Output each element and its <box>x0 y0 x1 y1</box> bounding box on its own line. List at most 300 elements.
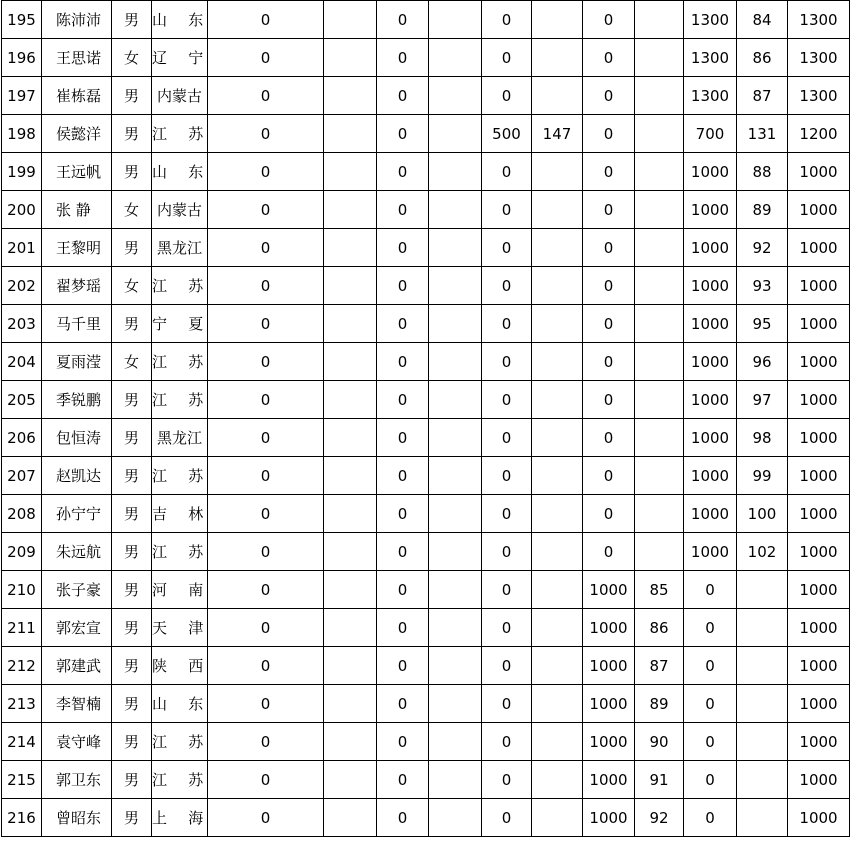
cell-col10 <box>532 571 583 609</box>
cell-name: 赵凯达 <box>42 457 112 495</box>
cell-name: 王思诺 <box>42 39 112 77</box>
cell-col10 <box>532 647 583 685</box>
cell-col11: 0 <box>583 153 635 191</box>
cell-col10 <box>532 343 583 381</box>
cell-col10 <box>532 191 583 229</box>
cell-total: 1000 <box>788 267 850 305</box>
cell-rank: 205 <box>2 381 42 419</box>
cell-col12: 86 <box>635 609 684 647</box>
cell-province: 内蒙古 <box>152 77 208 115</box>
cell-col12 <box>635 229 684 267</box>
cell-col8 <box>429 115 482 153</box>
cell-total: 1000 <box>788 229 850 267</box>
cell-col13: 1000 <box>684 305 737 343</box>
cell-col14 <box>737 647 788 685</box>
cell-province: 山 东 <box>152 153 208 191</box>
cell-col7: 0 <box>377 381 429 419</box>
cell-col5: 0 <box>208 267 324 305</box>
cell-col5: 0 <box>208 115 324 153</box>
cell-col12 <box>635 457 684 495</box>
cell-province: 山 东 <box>152 1 208 39</box>
cell-total: 1300 <box>788 39 850 77</box>
cell-col11: 1000 <box>583 571 635 609</box>
cell-col8 <box>429 495 482 533</box>
cell-rank: 215 <box>2 761 42 799</box>
cell-total: 1000 <box>788 343 850 381</box>
cell-col8 <box>429 343 482 381</box>
cell-total: 1000 <box>788 761 850 799</box>
cell-rank: 211 <box>2 609 42 647</box>
cell-col12 <box>635 115 684 153</box>
cell-gender: 男 <box>112 77 152 115</box>
cell-col10 <box>532 77 583 115</box>
cell-province: 江 苏 <box>152 115 208 153</box>
cell-col9: 0 <box>482 457 532 495</box>
cell-rank: 202 <box>2 267 42 305</box>
cell-col7: 0 <box>377 533 429 571</box>
table-row <box>2 799 850 837</box>
cell-col11: 0 <box>583 267 635 305</box>
cell-gender: 女 <box>112 39 152 77</box>
cell-total: 1000 <box>788 723 850 761</box>
cell-col10 <box>532 39 583 77</box>
cell-col7: 0 <box>377 419 429 457</box>
cell-col5: 0 <box>208 191 324 229</box>
cell-col9: 0 <box>482 1 532 39</box>
cell-province: 山 东 <box>152 685 208 723</box>
cell-col11: 1000 <box>583 723 635 761</box>
ranking-table <box>1 0 850 837</box>
cell-name: 王黎明 <box>42 229 112 267</box>
cell-col8 <box>429 723 482 761</box>
cell-col10 <box>532 1 583 39</box>
cell-col5: 0 <box>208 1 324 39</box>
cell-col8 <box>429 229 482 267</box>
cell-col6 <box>324 419 377 457</box>
cell-total: 1000 <box>788 153 850 191</box>
cell-col5: 0 <box>208 39 324 77</box>
cell-col11: 0 <box>583 305 635 343</box>
cell-col8 <box>429 761 482 799</box>
cell-col5: 0 <box>208 229 324 267</box>
cell-name: 侯懿洋 <box>42 115 112 153</box>
cell-col8 <box>429 267 482 305</box>
cell-col5: 0 <box>208 571 324 609</box>
cell-rank: 199 <box>2 153 42 191</box>
table-row <box>2 305 850 343</box>
cell-col6 <box>324 77 377 115</box>
cell-rank: 195 <box>2 1 42 39</box>
cell-rank: 210 <box>2 571 42 609</box>
cell-name: 崔栋磊 <box>42 77 112 115</box>
cell-col12 <box>635 419 684 457</box>
cell-col6 <box>324 533 377 571</box>
cell-col10 <box>532 457 583 495</box>
cell-col11: 0 <box>583 419 635 457</box>
cell-col14: 89 <box>737 191 788 229</box>
cell-name: 张子豪 <box>42 571 112 609</box>
cell-province: 江 苏 <box>152 457 208 495</box>
cell-col13: 700 <box>684 115 737 153</box>
cell-col7: 0 <box>377 571 429 609</box>
cell-col12 <box>635 153 684 191</box>
cell-col14: 96 <box>737 343 788 381</box>
cell-rank: 204 <box>2 343 42 381</box>
cell-col14: 86 <box>737 39 788 77</box>
cell-col12 <box>635 77 684 115</box>
cell-col8 <box>429 609 482 647</box>
cell-col10 <box>532 381 583 419</box>
cell-gender: 男 <box>112 571 152 609</box>
cell-gender: 女 <box>112 267 152 305</box>
cell-province: 天 津 <box>152 609 208 647</box>
cell-total: 1000 <box>788 305 850 343</box>
cell-col8 <box>429 571 482 609</box>
cell-col11: 0 <box>583 343 635 381</box>
cell-col6 <box>324 229 377 267</box>
table-row <box>2 533 850 571</box>
cell-col9: 0 <box>482 153 532 191</box>
cell-col11: 1000 <box>583 761 635 799</box>
cell-col12 <box>635 267 684 305</box>
cell-col6 <box>324 647 377 685</box>
cell-rank: 214 <box>2 723 42 761</box>
cell-col11: 1000 <box>583 609 635 647</box>
cell-col14: 92 <box>737 229 788 267</box>
cell-col7: 0 <box>377 495 429 533</box>
cell-rank: 203 <box>2 305 42 343</box>
cell-province: 吉 林 <box>152 495 208 533</box>
table-row <box>2 647 850 685</box>
cell-col14 <box>737 685 788 723</box>
cell-col13: 0 <box>684 571 737 609</box>
cell-rank: 209 <box>2 533 42 571</box>
cell-col12 <box>635 381 684 419</box>
cell-col5: 0 <box>208 153 324 191</box>
cell-total: 1000 <box>788 609 850 647</box>
cell-col8 <box>429 381 482 419</box>
cell-rank: 207 <box>2 457 42 495</box>
cell-col13: 0 <box>684 799 737 837</box>
cell-col14: 84 <box>737 1 788 39</box>
table-row <box>2 191 850 229</box>
cell-col14: 87 <box>737 77 788 115</box>
cell-name: 季锐鹏 <box>42 381 112 419</box>
cell-col6 <box>324 685 377 723</box>
cell-col7: 0 <box>377 647 429 685</box>
cell-province: 河 南 <box>152 571 208 609</box>
cell-col7: 0 <box>377 39 429 77</box>
cell-col13: 0 <box>684 761 737 799</box>
cell-col12: 87 <box>635 647 684 685</box>
cell-col11: 0 <box>583 381 635 419</box>
cell-col7: 0 <box>377 685 429 723</box>
cell-col13: 1000 <box>684 533 737 571</box>
cell-total: 1000 <box>788 495 850 533</box>
cell-name: 夏雨滢 <box>42 343 112 381</box>
table-row <box>2 381 850 419</box>
cell-col9: 0 <box>482 419 532 457</box>
cell-col11: 0 <box>583 39 635 77</box>
cell-col13: 1300 <box>684 39 737 77</box>
cell-col5: 0 <box>208 533 324 571</box>
cell-col5: 0 <box>208 305 324 343</box>
cell-col8 <box>429 1 482 39</box>
cell-col13: 1000 <box>684 153 737 191</box>
cell-col12 <box>635 343 684 381</box>
cell-col6 <box>324 723 377 761</box>
cell-col12 <box>635 533 684 571</box>
cell-col9: 0 <box>482 647 532 685</box>
table-row <box>2 457 850 495</box>
cell-name: 朱远航 <box>42 533 112 571</box>
cell-col10 <box>532 229 583 267</box>
cell-col9: 0 <box>482 533 532 571</box>
cell-col6 <box>324 609 377 647</box>
table-row <box>2 685 850 723</box>
cell-col5: 0 <box>208 77 324 115</box>
cell-col14: 99 <box>737 457 788 495</box>
cell-col8 <box>429 457 482 495</box>
cell-total: 1000 <box>788 647 850 685</box>
cell-col9: 0 <box>482 267 532 305</box>
table-body <box>2 1 850 837</box>
cell-col5: 0 <box>208 799 324 837</box>
cell-gender: 男 <box>112 647 152 685</box>
cell-col7: 0 <box>377 305 429 343</box>
cell-col10 <box>532 267 583 305</box>
cell-col14: 102 <box>737 533 788 571</box>
cell-province: 江 苏 <box>152 723 208 761</box>
cell-col14: 93 <box>737 267 788 305</box>
cell-name: 马千里 <box>42 305 112 343</box>
cell-col14: 88 <box>737 153 788 191</box>
cell-col10 <box>532 153 583 191</box>
cell-col7: 0 <box>377 799 429 837</box>
cell-rank: 208 <box>2 495 42 533</box>
cell-gender: 男 <box>112 533 152 571</box>
cell-name: 王远帆 <box>42 153 112 191</box>
cell-col13: 1300 <box>684 77 737 115</box>
cell-col8 <box>429 305 482 343</box>
cell-gender: 男 <box>112 799 152 837</box>
cell-col10 <box>532 609 583 647</box>
cell-col6 <box>324 571 377 609</box>
table-row <box>2 267 850 305</box>
cell-col13: 0 <box>684 685 737 723</box>
cell-col12 <box>635 305 684 343</box>
cell-gender: 女 <box>112 343 152 381</box>
cell-col8 <box>429 419 482 457</box>
cell-col7: 0 <box>377 115 429 153</box>
cell-col9: 0 <box>482 685 532 723</box>
cell-total: 1000 <box>788 685 850 723</box>
cell-col10 <box>532 533 583 571</box>
cell-col8 <box>429 685 482 723</box>
cell-col13: 0 <box>684 609 737 647</box>
cell-total: 1200 <box>788 115 850 153</box>
cell-col7: 0 <box>377 229 429 267</box>
cell-col11: 0 <box>583 191 635 229</box>
cell-name: 袁守峰 <box>42 723 112 761</box>
cell-col5: 0 <box>208 495 324 533</box>
cell-col9: 0 <box>482 343 532 381</box>
cell-total: 1300 <box>788 77 850 115</box>
cell-col6 <box>324 799 377 837</box>
cell-col6 <box>324 267 377 305</box>
cell-total: 1000 <box>788 799 850 837</box>
table-row <box>2 153 850 191</box>
cell-rank: 198 <box>2 115 42 153</box>
cell-gender: 男 <box>112 381 152 419</box>
cell-col7: 0 <box>377 723 429 761</box>
cell-col13: 1000 <box>684 419 737 457</box>
cell-col12 <box>635 191 684 229</box>
cell-col5: 0 <box>208 723 324 761</box>
cell-gender: 男 <box>112 457 152 495</box>
cell-col6 <box>324 305 377 343</box>
cell-col6 <box>324 381 377 419</box>
cell-col12 <box>635 1 684 39</box>
cell-col9: 0 <box>482 723 532 761</box>
cell-col5: 0 <box>208 381 324 419</box>
cell-col6 <box>324 761 377 799</box>
cell-col13: 1000 <box>684 343 737 381</box>
cell-total: 1000 <box>788 191 850 229</box>
cell-col8 <box>429 77 482 115</box>
cell-col11: 0 <box>583 77 635 115</box>
cell-col7: 0 <box>377 457 429 495</box>
cell-gender: 男 <box>112 153 152 191</box>
cell-col8 <box>429 191 482 229</box>
cell-col12: 85 <box>635 571 684 609</box>
cell-col9: 0 <box>482 495 532 533</box>
cell-col6 <box>324 457 377 495</box>
cell-col10: 147 <box>532 115 583 153</box>
cell-gender: 男 <box>112 685 152 723</box>
cell-col13: 1000 <box>684 229 737 267</box>
cell-gender: 女 <box>112 191 152 229</box>
cell-col11: 0 <box>583 1 635 39</box>
cell-col5: 0 <box>208 685 324 723</box>
cell-province: 辽 宁 <box>152 39 208 77</box>
cell-col7: 0 <box>377 609 429 647</box>
cell-rank: 212 <box>2 647 42 685</box>
cell-gender: 男 <box>112 1 152 39</box>
cell-col9: 0 <box>482 191 532 229</box>
cell-col7: 0 <box>377 77 429 115</box>
cell-col12: 90 <box>635 723 684 761</box>
cell-province: 上 海 <box>152 799 208 837</box>
cell-col14 <box>737 761 788 799</box>
cell-col13: 1000 <box>684 495 737 533</box>
cell-col6 <box>324 115 377 153</box>
cell-gender: 男 <box>112 115 152 153</box>
cell-name: 张 静 <box>42 191 112 229</box>
cell-col11: 0 <box>583 533 635 571</box>
cell-rank: 201 <box>2 229 42 267</box>
cell-rank: 213 <box>2 685 42 723</box>
cell-col13: 1000 <box>684 267 737 305</box>
cell-province: 江 苏 <box>152 343 208 381</box>
cell-col7: 0 <box>377 761 429 799</box>
cell-rank: 216 <box>2 799 42 837</box>
cell-col8 <box>429 799 482 837</box>
cell-col13: 0 <box>684 647 737 685</box>
cell-col5: 0 <box>208 457 324 495</box>
cell-col7: 0 <box>377 267 429 305</box>
cell-col10 <box>532 723 583 761</box>
cell-col7: 0 <box>377 1 429 39</box>
cell-total: 1000 <box>788 419 850 457</box>
cell-province: 江 苏 <box>152 381 208 419</box>
cell-col5: 0 <box>208 343 324 381</box>
cell-gender: 男 <box>112 761 152 799</box>
cell-col8 <box>429 533 482 571</box>
cell-col14: 95 <box>737 305 788 343</box>
cell-col9: 0 <box>482 799 532 837</box>
cell-col9: 0 <box>482 571 532 609</box>
cell-col8 <box>429 647 482 685</box>
cell-col7: 0 <box>377 191 429 229</box>
cell-col10 <box>532 419 583 457</box>
cell-col14: 98 <box>737 419 788 457</box>
cell-col14 <box>737 799 788 837</box>
cell-col9: 0 <box>482 39 532 77</box>
cell-col14 <box>737 723 788 761</box>
cell-gender: 男 <box>112 419 152 457</box>
cell-col6 <box>324 191 377 229</box>
cell-col9: 0 <box>482 761 532 799</box>
cell-province: 黑龙江 <box>152 229 208 267</box>
cell-col6 <box>324 343 377 381</box>
cell-col5: 0 <box>208 419 324 457</box>
cell-col14 <box>737 571 788 609</box>
cell-province: 黑龙江 <box>152 419 208 457</box>
cell-name: 陈沛沛 <box>42 1 112 39</box>
cell-col13: 1000 <box>684 191 737 229</box>
cell-col11: 0 <box>583 457 635 495</box>
cell-name: 郭宏宣 <box>42 609 112 647</box>
cell-col14: 100 <box>737 495 788 533</box>
cell-province: 内蒙古 <box>152 191 208 229</box>
table-row <box>2 723 850 761</box>
table-row <box>2 495 850 533</box>
cell-col12 <box>635 39 684 77</box>
cell-col12: 92 <box>635 799 684 837</box>
cell-col5: 0 <box>208 647 324 685</box>
cell-total: 1000 <box>788 533 850 571</box>
cell-gender: 男 <box>112 229 152 267</box>
table-row <box>2 229 850 267</box>
cell-col11: 0 <box>583 229 635 267</box>
cell-col9: 0 <box>482 77 532 115</box>
table-row <box>2 343 850 381</box>
cell-name: 曾昭东 <box>42 799 112 837</box>
cell-province: 江 苏 <box>152 761 208 799</box>
cell-col11: 1000 <box>583 799 635 837</box>
cell-gender: 男 <box>112 495 152 533</box>
cell-col13: 1000 <box>684 381 737 419</box>
cell-col10 <box>532 761 583 799</box>
cell-col13: 1300 <box>684 1 737 39</box>
cell-col9: 0 <box>482 381 532 419</box>
cell-rank: 197 <box>2 77 42 115</box>
cell-rank: 200 <box>2 191 42 229</box>
cell-name: 孙宁宁 <box>42 495 112 533</box>
cell-col12: 91 <box>635 761 684 799</box>
cell-col9: 0 <box>482 229 532 267</box>
